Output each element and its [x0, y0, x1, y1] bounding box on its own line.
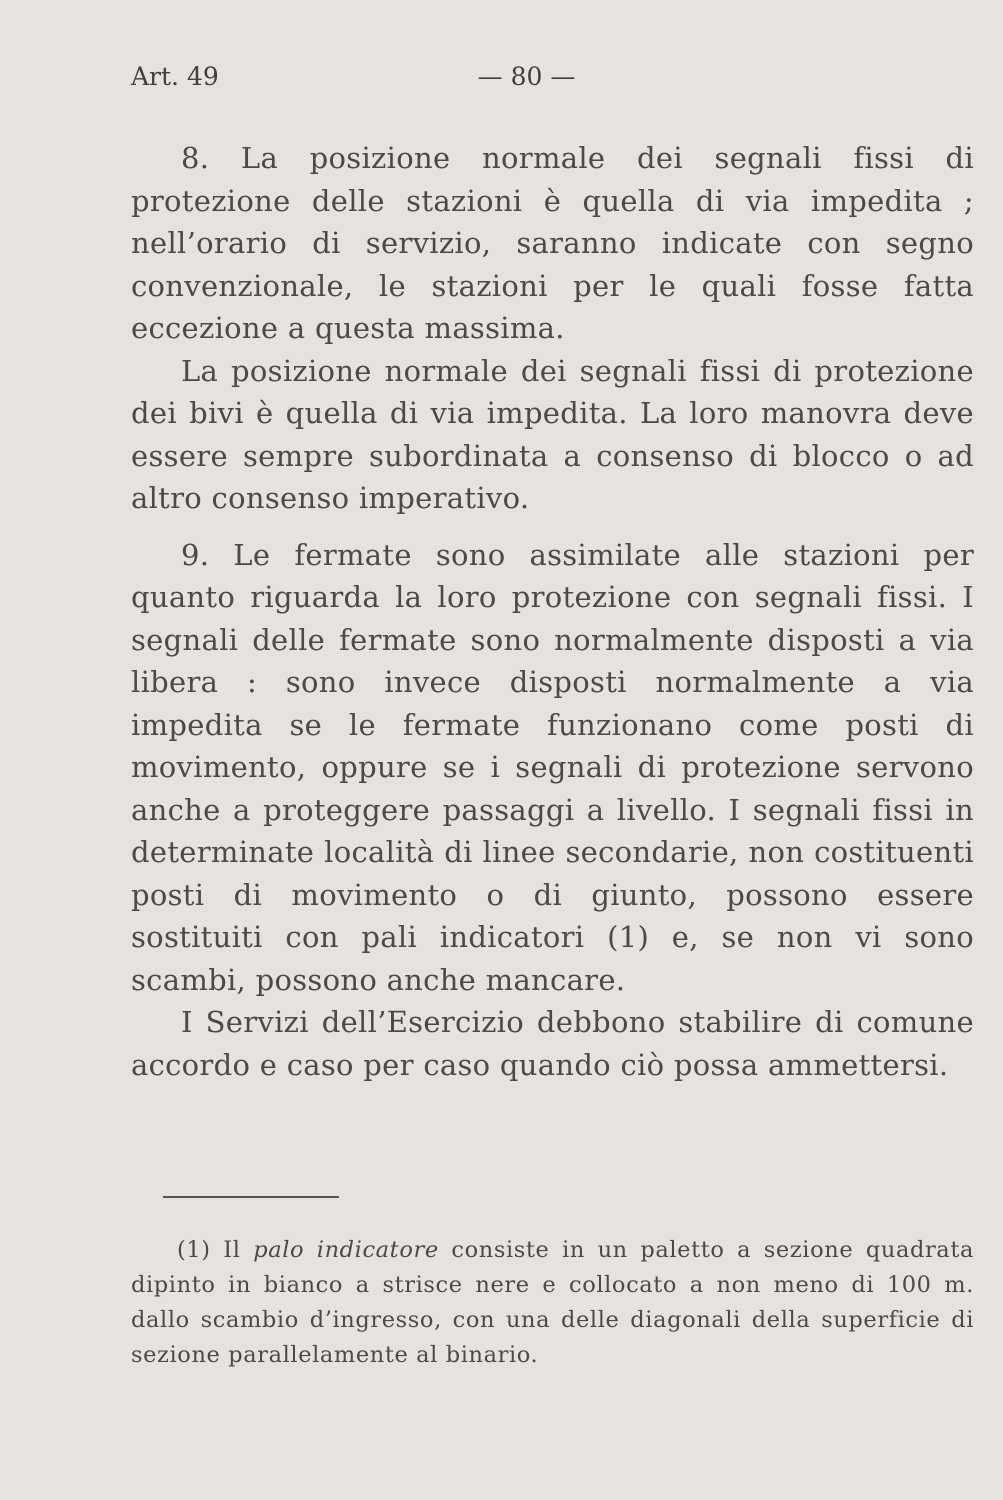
paragraph-9: 9. Le fermate sono assimilate alle stazioni per quanto riguarda la loro protezione con segnali fissi. I segnali delle fermate sono normalmente disposti a via libera : sono invece disposti normalmente a via impedita se le fermate funzionano come posti di movimento, oppure se i segnali di protezione servono anche a proteggere passaggi a livello. I segnali fissi in determinate località di linee secondarie, non costituenti posti di movimento o di giunto, possono essere sostituiti con pali indicatori (1) e, se non vi sono scambi, possono anche mancare.	[131, 537, 974, 997]
footnote-term: palo indicatore	[253, 1237, 439, 1263]
footnote-text: consiste in un paletto a sezione quadrata dipinto in bianco a strisce nere e collocato a non meno di 100 m. dallo scambio d’ingresso, con una delle diagonali della superficie di sezione parallelamente al binario.	[131, 1237, 974, 1368]
main-text	[131, 137, 974, 1086]
paragraph-8: 8. La posizione normale dei segnali fissi di protezione delle stazioni è quella di via impedita ; nell’orario di servizio, saranno indicate con segno convenzionale, le stazioni per le quali fosse fatta eccezione a questa massima.	[131, 141, 974, 345]
footnote-marker: (1) Il	[177, 1237, 241, 1263]
article-reference: Art. 49	[131, 62, 219, 91]
footnote	[131, 1233, 974, 1373]
paragraph-8-continued: La posizione normale dei segnali fissi di protezione dei bivi è quella di via impedita. La loro manovra deve essere sempre subordinata a consenso di blocco o ad altro consenso imperativo.	[131, 353, 974, 515]
paragraph-9-continued: I Servizi dell’Esercizio debbono stabilire di comune accordo e caso per caso quando ciò possa ammettersi.	[131, 1005, 974, 1082]
page-number: — 80 —	[477, 62, 576, 91]
footnote-divider	[163, 1196, 339, 1198]
